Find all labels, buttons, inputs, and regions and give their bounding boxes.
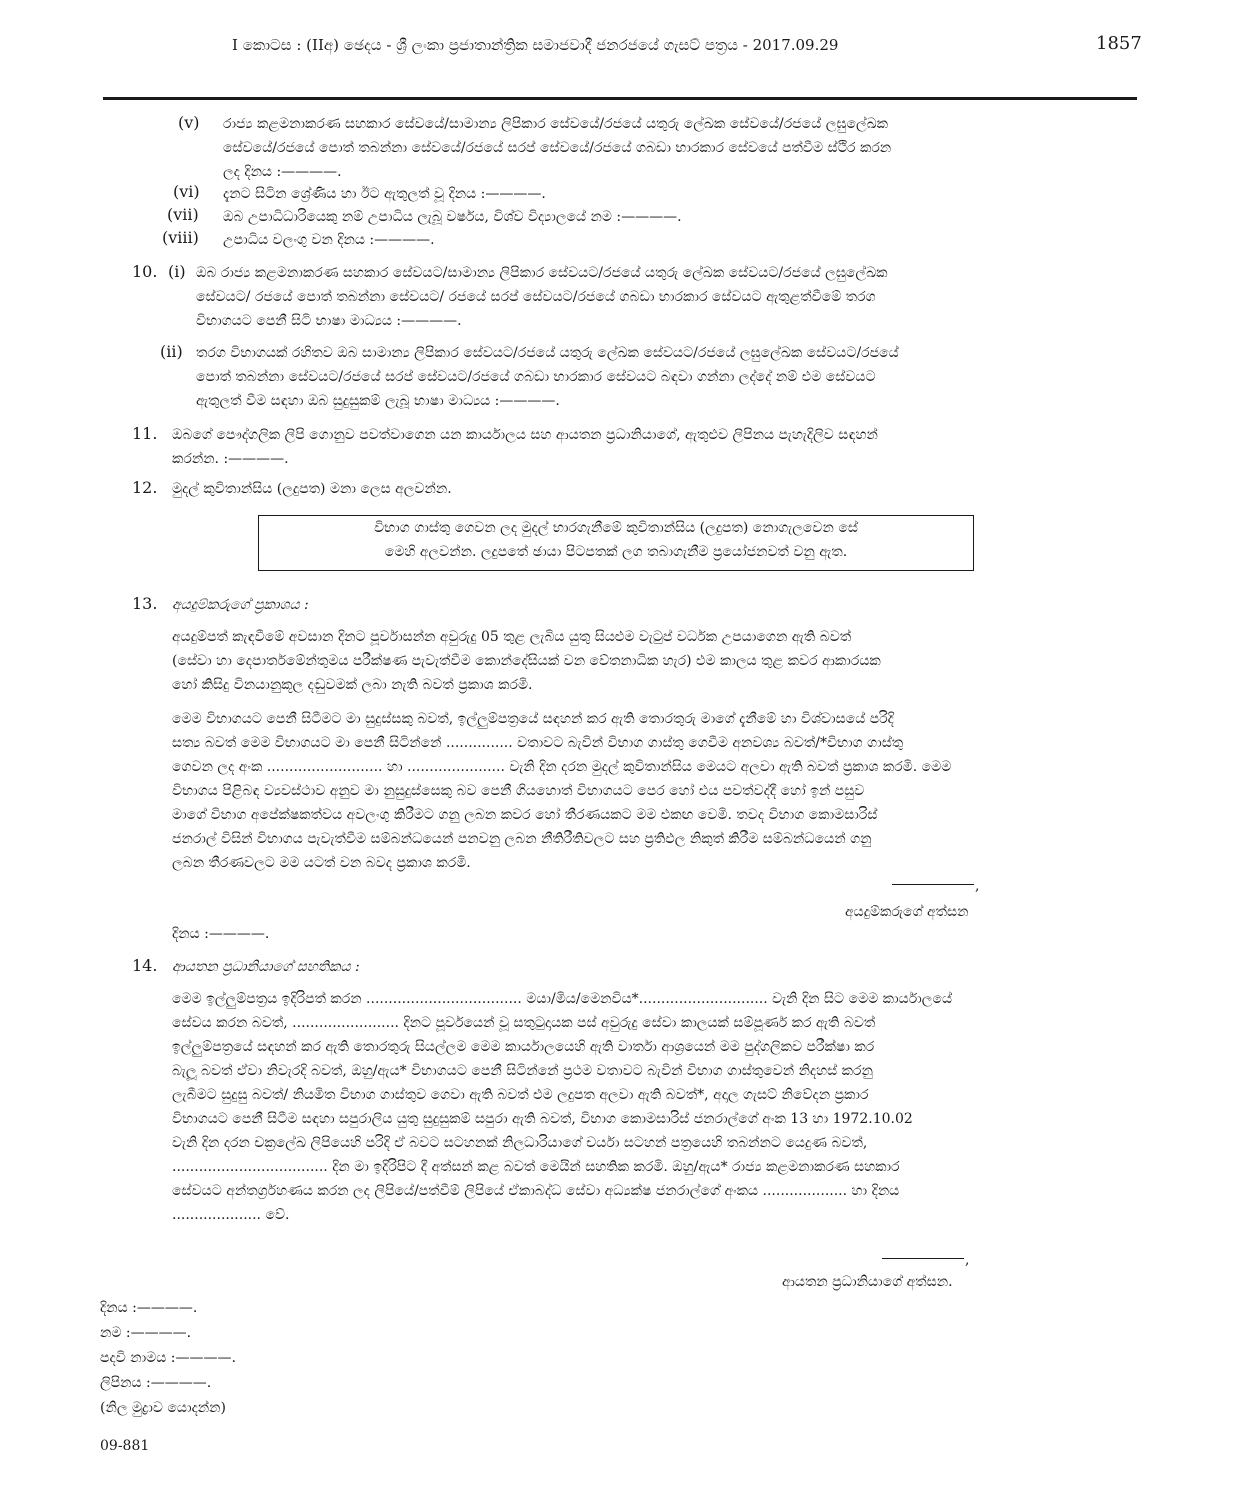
item-13-p2-line: සත්‍ය බවත් මෙම විභාගයට මා පෙනී සිටින්නේ ............... වතාවට බැවින් විභාග ගාස්තු ගෙවීම අනවශ්‍ය බවත්/*විභාග ගාස්තු [172, 735, 904, 751]
footer-address-field: ලිපිනය :————. [100, 1375, 212, 1391]
footer-code: 09-881 [100, 1438, 150, 1454]
receipt-box [258, 515, 974, 571]
item-10-ii-line: ඇතුලත් වීම සඳහා ඔබ සුදුසුකම් ලැබූ භාෂා මාධ්‍යය :————. [196, 393, 560, 409]
item-v-number: (v) [178, 113, 200, 132]
item-14-p1-line: විභාගයට පෙනී සිටීම සඳහා සපුරාලිය යුතු සුදුසුකම් සපුරා ඇති බවත්, විභාග කොමසාරිස් ජනරාල්ගේ අංක 13 හා 1972.10.02 [172, 1111, 913, 1127]
item-14-p1-line: මෙම ඉල්ලුම්පත්‍රය ඉදිරිපත් කරන ................................... මයා/මිය/මෙනවිය*............................. වැනි දින සිට මෙම කාර්යාලයේ [172, 991, 953, 1007]
item-12-text: මුදල් කුවිතාන්සිය (ලදුපත) මනා ලෙස අලවන්න. [172, 481, 452, 497]
item-10-i-line: විභාගයට පෙනී සිටි භාෂා මාධ්‍යය :————. [196, 313, 462, 329]
item-11-line: ඔබගේ පෞද්ගලික ලිපි ගොනුව පවත්වාගෙන යන කාර්යාලය සහ ආයතන ප්‍රධානියාගේ, ඇතුළුව ලිපිනය පැහැදිලිව සඳහන් [172, 427, 878, 443]
item-13-p2-line: මෙම විභාගයට පෙනී සිටීමට මා සුදුස්සකු බවත්, ඉල්ලුම්පත්‍රයේ සඳහන් කර ඇති තොරතුරු මාගේ දැනීමේ හා විශ්වාසයේ පරිදි [172, 711, 894, 727]
item-14-heading: ආයතන ප්‍රධානියාගේ සහතිකය : [172, 959, 360, 975]
item-13-p1-line: අයදුම්පත් කැඳවීමේ අවසාන දිනට පූර්වාසන්න අවුරුදු 05 තුළ ලැබිය යුතු සියළුම වැටුප් වර්ධක උපයාගෙන ඇති බවත් [172, 629, 852, 645]
applicant-signature-label: අයදුම්කරුගේ අත්සන [845, 904, 969, 920]
item-14-p1-line: වැනි දින දරන චක්‍රලේඛ ලිපියෙහි පරිදි ඒ බවට සටහනක් නිලධාරියාගේ චර්යා සටහන් පත්‍රයෙහි තබන්නට යෙදුණ බවත්, [172, 1135, 868, 1151]
item-13-number: 13. [132, 594, 158, 613]
item-vi-line: දැනට සිටින ශ්‍රේණිය හා ඊට ඇතුලත් වූ දිනය :————. [223, 186, 546, 202]
item-v-line: රාජ්‍ය කළමනාකරණ සහකාර සේවයේ/සාමාන්‍ය ලිපිකාර සේවයේ/රජයේ යතුරු ලේඛක සේවයේ/රජයේ ලඝුලේඛක [223, 116, 889, 132]
item-11-line: කරන්න. :————. [172, 451, 289, 467]
item-13-p2-line: ලබන තීරණවලට මම යටත් වන බවද ප්‍රකාශ කරමි. [172, 855, 471, 871]
item-10-i-line: සේවයට/ රජයේ පොත් තබන්නා සේවයට/ රජයේ සරප් සේවයට/රජයේ ගබඩා භාරකාර සේවයට ඇතුළත්වීමේ තරග [196, 289, 876, 305]
item-vii-line: ඔබ උපාධිධාරියෙකු නම් උපාධිය ලැබූ වර්ෂය, විශ්ව විද්‍යාලයේ නම :————. [223, 209, 682, 225]
footer-designation-field: පදවි නාමය :————. [100, 1350, 236, 1366]
item-10-i-number: (i) [168, 262, 186, 281]
item-11-number: 11. [132, 424, 158, 443]
item-v-line: ලද දිනය :————. [223, 164, 342, 180]
item-vi-number: (vi) [173, 182, 200, 201]
item-10-ii-number: (ii) [160, 342, 183, 361]
item-13-p2-line: ජනරාල් විසින් විභාගය පැවැත්වීම සම්බන්ධයෙන් පනවනු ලබන නීතිරීතිවලට සහ ප්‍රතිඵල නිකුත් කිරීම සම්බන්ධයෙන් ගනු [172, 831, 872, 847]
item-14-p1-line: .................... වේ. [172, 1207, 290, 1223]
header-title: I කොටස : (IIඅ) ඡෙදය - ශ්‍රී ලංකා ප්‍රජාතාන්ත්‍රික සමාජවාදී ජනරජයේ ගැසට් පත්‍රය - 2017.09.29 [232, 36, 839, 54]
page-number: 1857 [1096, 33, 1142, 54]
footer-name-field: නම :————. [100, 1325, 192, 1341]
item-viii-number: (viii) [162, 228, 199, 247]
item-13-p2-line: මාගේ විභාග අපේක්ෂකත්වය අවලංගු කිරීමට ගනු ලබන කවර හෝ තීරණයකට මම එකඟ වෙමි. තවද විභාග කොමසාරිස් [172, 807, 878, 823]
item-13-p2-line: විභාගය පිළිබඳ ව්‍යවස්ථාව අනුව මා නුසුදුස්සෙකු බව පෙනී ගියහොත් විභාගයට පෙර හෝ එය පවත්වද්දී හෝ ඉන් පසුව [172, 783, 865, 799]
receipt-box-line: මෙහි අලවන්න. ලදුපතේ ඡායා පිටපතක් ලග තබාගැනීම ප්‍රයෝජනවත් වනු ඇත. [384, 544, 848, 560]
item-14-p1-line: සේවය කරන බවත්, ........................ දිනට පූර්වයෙන් වූ සතුටුදායක පස් අවුරුදු සේවා කාලයක් සම්පූර්ණ කර ඇති බවත් [172, 1015, 876, 1031]
item-14-p1-line: ................................... දින මා ඉදිරිපිට දී අත්සන් කළ බවත් මෙයින් සහතික කරමි. ඔහු/ඇය* රාජ්‍ය කළමනාකරණ සහකාර [172, 1159, 900, 1175]
gazette-page: I කොටස : (IIඅ) ඡෙදය - ශ්‍රී ලංකා ප්‍රජාතාන්ත්‍රික සමාජවාදී ජනරජයේ ගැසට් පත්‍රය - 2017.09.29 1857 (v) රාජ්‍ය කළමනාකරණ සහකාර සේවයේ/සාමාන්‍ය ලිපිකාර සේවයේ/රජයේ යතුරු ලේඛක සේවයේ/රජයේ ලඝුලේඛක සේවයේ/රජයේ පොත් තබන්නා සේවයේ/රජයේ සරප් සේවයේ/රජයේ ගබඩා භාරකාර සේවයේ පත්වීම ස්ථිර කරන ලද දිනය :————. (vi) දැනට සිටින ශ්‍රේණිය හා ඊට ඇතුලත් වූ දිනය :————. (vii) ඔබ උපාධිධාරියෙකු නම් උපාධිය ලැබූ වර්ෂය, විශ්ව විද්‍යාලයේ නම :————. (viii) උපාධිය වලංගු වන දිනය :————. 10. (i) ඔබ රාජ්‍ය කළමනාකරණ සහකාර සේවයට/සාමාන්‍ය ලිපිකාර සේවයට/රජයේ යතුරු ලේඛක සේවයට/රජයේ ලඝුලේඛක සේවයට/ රජයේ පොත් තබන්නා සේවයට/ රජයේ සරප් සේවයට/රජයේ ගබඩා භාරකාර සේවයට ඇතුළත්වීමේ තරග විභාගයට පෙනී සිටි භාෂා මාධ්‍යය :————. (ii) තරග විභාගයක් රහිතව ඔබ සාමාන්‍ය ලිපිකාර සේවයට/රජයේ යතුරු ලේඛක සේවයට/රජයේ ලඝුලේඛක සේවයට/රජයේ පොත් තබන්නා සේවයට/රජයේ සරප් සේවයට/රජයේ ගබඩා භාරකාර සේවයට බඳවා ගන්නා ලද්දේ නම් එම සේවයට ඇතුලත් වීම සඳහා ඔබ සුදුසුකම් ලැබූ භාෂා මාධ්‍යය :————. 11. ඔබගේ පෞද්ගලික ලිපි ගොනුව පවත්වාගෙන යන කාර්යාලය සහ ආයතන ප්‍රධානියාගේ, ඇතුළුව ලිපිනය පැහැදිලිව සඳහන් කරන්න. :————. 12. මුදල් කුවිතාන්සිය (ලදුපත) මනා ලෙස අලවන්න. විභාග ගාස්තු ගෙවන ලද මුදල් භාරගැනීමේ කුවිතාන්සිය (ලදුපත) නොගැලවෙන සේ මෙහි අලවන්න. ලදුපතේ ඡායා පිටපතක් ලග තබාගැනීම ප්‍රයෝජනවත් වනු ඇත. 13. අයදුම්කරුගේ ප්‍රකාශය : අයදුම්පත් කැඳවීමේ අවසාන දිනට පූර්වාසන්න අවුරුදු 05 තුළ ලැබිය යුතු සියළුම වැටුප් වර්ධක උපයාගෙන ඇති බවත් (සේවා හා දෙපාර්තමේන්තුමය පරීක්ෂණ පැවැත්වීම කොන්දේසියක් වන වේතනාධික හැර) එම කාලය තුළ කවර ආකාරයක හෝ කිසිදු විනයානුකූල දඬුවමක් ලබා නැති බවත් ප්‍රකාශ කරමි. මෙම විභාගයට පෙනී සිටීමට මා සුදුස්සකු බවත්, ඉල්ලුම්පත්‍රයේ සඳහන් කර ඇති තොරතුරු මාගේ දැනීමේ හා විශ්වාසයේ පරිදි සත්‍ය බවත් මෙම විභාගයට මා පෙනී සිටින්නේ ............... වතාවට බැවින් විභාග ගාස්තු ගෙවීම අනවශ්‍ය බවත්/*විභාග ගාස්තු ගෙවන ලද අංක .......................... හා ...................... වැනි දින දරන මුදල් කුවිතාන්සිය මෙයට අලවා ඇති බවත් ප්‍රකාශ කරමි. මෙම විභාගය පිළිබඳ ව්‍යවස්ථාව අනුව මා නුසුදුස්සෙකු බව පෙනී ගියහොත් විභාගයට පෙර හෝ එය පවත්වද්දී හෝ ඉන් පසුව මාගේ විභාග අපේක්ෂකත්වය අවලංගු කිරීමට ගනු ලබන කවර හෝ තීරණයකට මම එකඟ වෙමි. තවද විභාග කොමසාරිස් ජනරාල් විසින් විභාගය පැවැත්වීම සම්බන්ධයෙන් පනවනු ලබන නීතිරීතිවලට සහ ප්‍රතිඵල නිකුත් කිරීම සම්බන්ධයෙන් ගනු ලබන තීරණවලට මම යටත් වන බවද ප්‍රකාශ කරමි. , අයදුම්කරුගේ අත්සන දිනය :————. 14. ආයතන ප්‍රධානියාගේ සහතිකය : මෙම ඉල්ලුම්පත්‍රය ඉදිරිපත් කරන ................................... මයා/මිය/මෙනවිය*............................. වැනි දින සිට මෙම කාර්යාලයේ සේවය කරන බවත්, ........................ දිනට පූර්වයෙන් වූ සතුටුදායක පස් අවුරුදු සේවා කාලයක් සම්පූර්ණ කර ඇති බවත් ඉල්ලුම්පත්‍රයේ සඳහන් කර ඇති තොරතුරු සියල්ලම මෙම කාර්යාලයෙහි ඇති වාර්තා ආශ්‍රයෙන් මම පුද්ගලිකව පරීක්ෂා කර බැලූ බවත් ඒවා නිවැරදි බවත්, ඔහු/ඇය* විභාගයට පෙනී සිටින්නේ ප්‍රථම වතාවට බැවින් විභාග ගාස්තුවෙන් නිදහස් කරනු ලැබීමට සුදුසු බවත්/ නියමිත විභාග ගාස්තුව ගෙවා ඇති බවත් එම ලදුපත අලවා ඇති බවත්*, අදාල ගැසට් නිවේදන ප්‍රකාර විභාගයට පෙනී සිටීම සඳහා සපුරාලිය යුතු සුදුසුකම් සපුරා ඇති බවත්, විභාග කොමසාරිස් ජනරාල්ගේ අංක 13 හා 1972.10.02 වැනි දින දරන චක්‍රලේඛ ලිපියෙහි පරිදි ඒ බවට සටහනක් නිලධාරියාගේ චර්යා සටහන් පත්‍රයෙහි තබන්නට යෙදුණ බවත්, ................................... දින මා ඉදිරිපිට දී අත්සන් කළ බවත් මෙයින් සහතික කරමි. ඔහු/ඇය* රාජ්‍ය කළමනාකරණ සහකාර සේවයට අන්තර්ග්‍රහණය කරන ලද ලිපියේ/පත්වීම් ලිපියේ ඒකාබද්ධ සේවා අධ්‍යක්ෂ ජනරාල්ගේ අංකය ................... හා දිනය .................... වේ. , ආයතන ප්‍රධානියාගේ අත්සන. දිනය :————. නම :————. පදවි නාමය :————. ලිපිනය :————. (නිල මුද්‍රාව යොදන්න) 09-881 [0, 0, 1240, 1494]
head-signature-label: ආයතන ප්‍රධානියාගේ අත්සන. [782, 1274, 953, 1290]
item-13-p2-line: ගෙවන ලද අංක .......................... හා ...................... වැනි දින දරන මුදල් කුවිතාන්සිය මෙයට අලවා ඇති බවත් ප්‍රකාශ කරමි. මෙම [172, 759, 952, 775]
item-14-p1-line: සේවයට අන්තර්ග්‍රහණය කරන ලද ලිපියේ/පත්වීම් ලිපියේ ඒකාබද්ධ සේවා අධ්‍යක්ෂ ජනරාල්ගේ අංකය ................... හා දිනය [172, 1183, 900, 1199]
header-rule [103, 97, 1137, 100]
item-10-ii-line: තරග විභාගයක් රහිතව ඔබ සාමාන්‍ය ලිපිකාර සේවයට/රජයේ යතුරු ලේඛක සේවයට/රජයේ ලඝුලේඛක සේවයට/රජයේ [196, 345, 899, 361]
footer-date-field: දිනය :————. [100, 1300, 198, 1316]
item-10-ii-line: පොත් තබන්නා සේවයට/රජයේ සරප් සේවයට/රජයේ ගබඩා භාරකාර සේවයට බඳවා ගන්නා ලද්දේ නම් එම සේවයට [196, 369, 876, 385]
item-14-number: 14. [132, 956, 158, 975]
item-10-number: 10. [132, 262, 158, 281]
item-viii-line: උපාධිය වලංගු වන දිනය :————. [223, 232, 435, 248]
item-12-number: 12. [132, 478, 158, 497]
item-vii-number: (vii) [167, 205, 199, 224]
receipt-box-line: විභාග ගාස්තු ගෙවන ලද මුදල් භාරගැනීමේ කුවිතාන්සිය (ලදුපත) නොගැලවෙන සේ [374, 520, 858, 536]
item-13-p1-line: (සේවා හා දෙපාර්තමේන්තුමය පරීක්ෂණ පැවැත්වීම කොන්දේසියක් වන වේතනාධික හැර) එම කාලය තුළ කවර ආකාරයක [172, 653, 881, 669]
item-14-p1-line: බැලූ බවත් ඒවා නිවැරදි බවත්, ඔහු/ඇය* විභාගයට පෙනී සිටින්නේ ප්‍රථම වතාවට බැවින් විභාග ගාස්තුවෙන් නිදහස් කරනු [172, 1063, 873, 1079]
item-10-i-line: ඔබ රාජ්‍ය කළමනාකරණ සහකාර සේවයට/සාමාන්‍ය ලිපිකාර සේවයට/රජයේ යතුරු ලේඛක සේවයට/රජයේ ලඝුලේඛක [196, 265, 888, 281]
item-13-p1-line: හෝ කිසිදු විනයානුකූල දඬුවමක් ලබා නැති බවත් ප්‍රකාශ කරමි. [172, 677, 533, 693]
footer-seal-note: (නිල මුද්‍රාව යොදන්න) [100, 1400, 226, 1416]
applicant-date-field: දිනය :————. [172, 926, 270, 942]
applicant-signature-line [892, 884, 974, 885]
item-14-p1-line: ඉල්ලුම්පත්‍රයේ සඳහන් කර ඇති තොරතුරු සියල්ලම මෙම කාර්යාලයෙහි ඇති වාර්තා ආශ්‍රයෙන් මම පුද්ගලිකව පරීක්ෂා කර [172, 1039, 875, 1055]
item-14-p1-line: ලැබීමට සුදුසු බවත්/ නියමිත විභාග ගාස්තුව ගෙවා ඇති බවත් එම ලදුපත අලවා ඇති බවත්*, අදාල ගැසට් නිවේදන ප්‍රකාර [172, 1087, 869, 1103]
head-signature-line [882, 1258, 964, 1259]
item-v-line: සේවයේ/රජයේ පොත් තබන්නා සේවයේ/රජයේ සරප් සේවයේ/රජයේ ගබඩා භාරකාර සේවයේ පත්වීම ස්ථිර කරන [223, 140, 892, 156]
item-13-heading: අයදුම්කරුගේ ප්‍රකාශය : [172, 597, 309, 613]
